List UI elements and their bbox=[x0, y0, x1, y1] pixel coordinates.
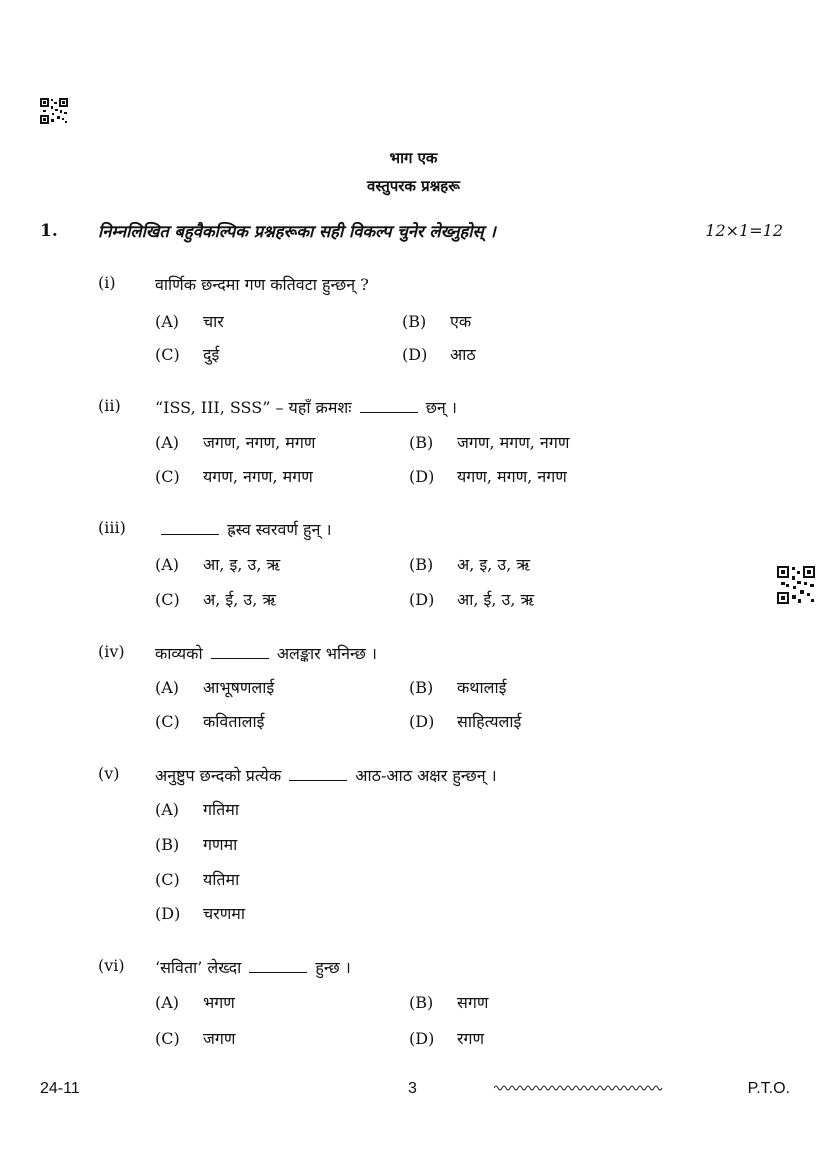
option-a: (A) जगण, नगण, मगण bbox=[155, 433, 316, 452]
section-subtitle: वस्तुपरक प्रश्नहरू bbox=[367, 177, 460, 195]
option-d: (D) रगण bbox=[409, 1029, 485, 1048]
option-a: (A) चार bbox=[155, 312, 224, 331]
option-a: (A) आभूषणलाई bbox=[155, 678, 275, 697]
pto-label: P.T.O. bbox=[747, 1080, 790, 1097]
subquestion-number: (vi) bbox=[98, 956, 125, 975]
part-heading: भाग एक bbox=[389, 149, 438, 167]
subquestion-text: वार्णिक छन्दमा गण कतिवटा हुन्छन् ? bbox=[155, 275, 369, 294]
option-d: (D) यगण, मगण, नगण bbox=[409, 467, 567, 486]
footer-code: 24-11 bbox=[40, 1080, 80, 1097]
option-a: (A) गतिमा bbox=[155, 800, 239, 819]
qr-code-right bbox=[777, 566, 815, 604]
answer-blank bbox=[360, 411, 418, 413]
option-d: (D) साहित्यलाई bbox=[409, 712, 522, 731]
option-d: (D) आठ bbox=[402, 345, 476, 364]
option-d: (D) आ, ई, उ, ऋ bbox=[409, 590, 535, 609]
option-d: (D) चरणमा bbox=[155, 904, 245, 923]
question-instruction: निम्नलिखित बहुवैकल्पिक प्रश्नहरूका सही विकल्प चुनेर लेख्नुहोस् । bbox=[98, 222, 496, 241]
subquestion-text: काव्यको अलङ्कार भनिन्छ । bbox=[155, 644, 378, 663]
subquestion-number: (ii) bbox=[98, 396, 121, 415]
option-b: (B) अ, इ, उ, ऋ bbox=[409, 555, 531, 574]
option-b: (B) गणमा bbox=[155, 835, 238, 854]
subquestion-number: (i) bbox=[98, 273, 116, 292]
option-b: (B) कथालाई bbox=[409, 678, 507, 697]
question-number: 1. bbox=[40, 221, 58, 241]
option-a: (A) आ, इ, उ, ऋ bbox=[155, 555, 281, 574]
page-number: 3 bbox=[408, 1080, 417, 1097]
option-b: (B) एक bbox=[402, 312, 472, 331]
option-b: (B) सगण bbox=[409, 993, 489, 1012]
qr-code-top-left bbox=[40, 98, 68, 124]
option-c: (C) जगण bbox=[155, 1029, 236, 1048]
subquestion-text: अनुष्टुप छन्दको प्रत्येक आठ-आठ अक्षर हुन्छन् । bbox=[155, 766, 497, 785]
option-a: (A) भगण bbox=[155, 993, 235, 1012]
subquestion-text: ह्रस्व स्वरवर्ण हुन् । bbox=[158, 518, 332, 540]
decorative-wave-line bbox=[494, 1078, 664, 1097]
answer-blank bbox=[161, 533, 219, 535]
subquestion-number: (v) bbox=[98, 764, 120, 783]
subquestion-number: (iii) bbox=[98, 518, 126, 537]
answer-blank bbox=[211, 657, 269, 659]
question-marks: 12×1=12 bbox=[705, 221, 783, 240]
option-c: (C) कवितालाई bbox=[155, 712, 265, 731]
answer-blank bbox=[249, 971, 307, 973]
answer-blank bbox=[289, 779, 347, 781]
option-c: (C) अ, ई, उ, ऋ bbox=[155, 590, 277, 609]
option-c: (C) यगण, नगण, मगण bbox=[155, 467, 313, 486]
option-c: (C) यतिमा bbox=[155, 870, 240, 889]
option-b: (B) जगण, मगण, नगण bbox=[409, 433, 570, 452]
subquestion-text: “ISS, III, SSS” – यहाँ क्रमशः छन् । bbox=[155, 398, 457, 417]
subquestion-text: ‘सविता’ लेख्दा हुन्छ । bbox=[155, 958, 351, 977]
option-c: (C) दुई bbox=[155, 345, 220, 364]
subquestion-number: (iv) bbox=[98, 642, 125, 661]
